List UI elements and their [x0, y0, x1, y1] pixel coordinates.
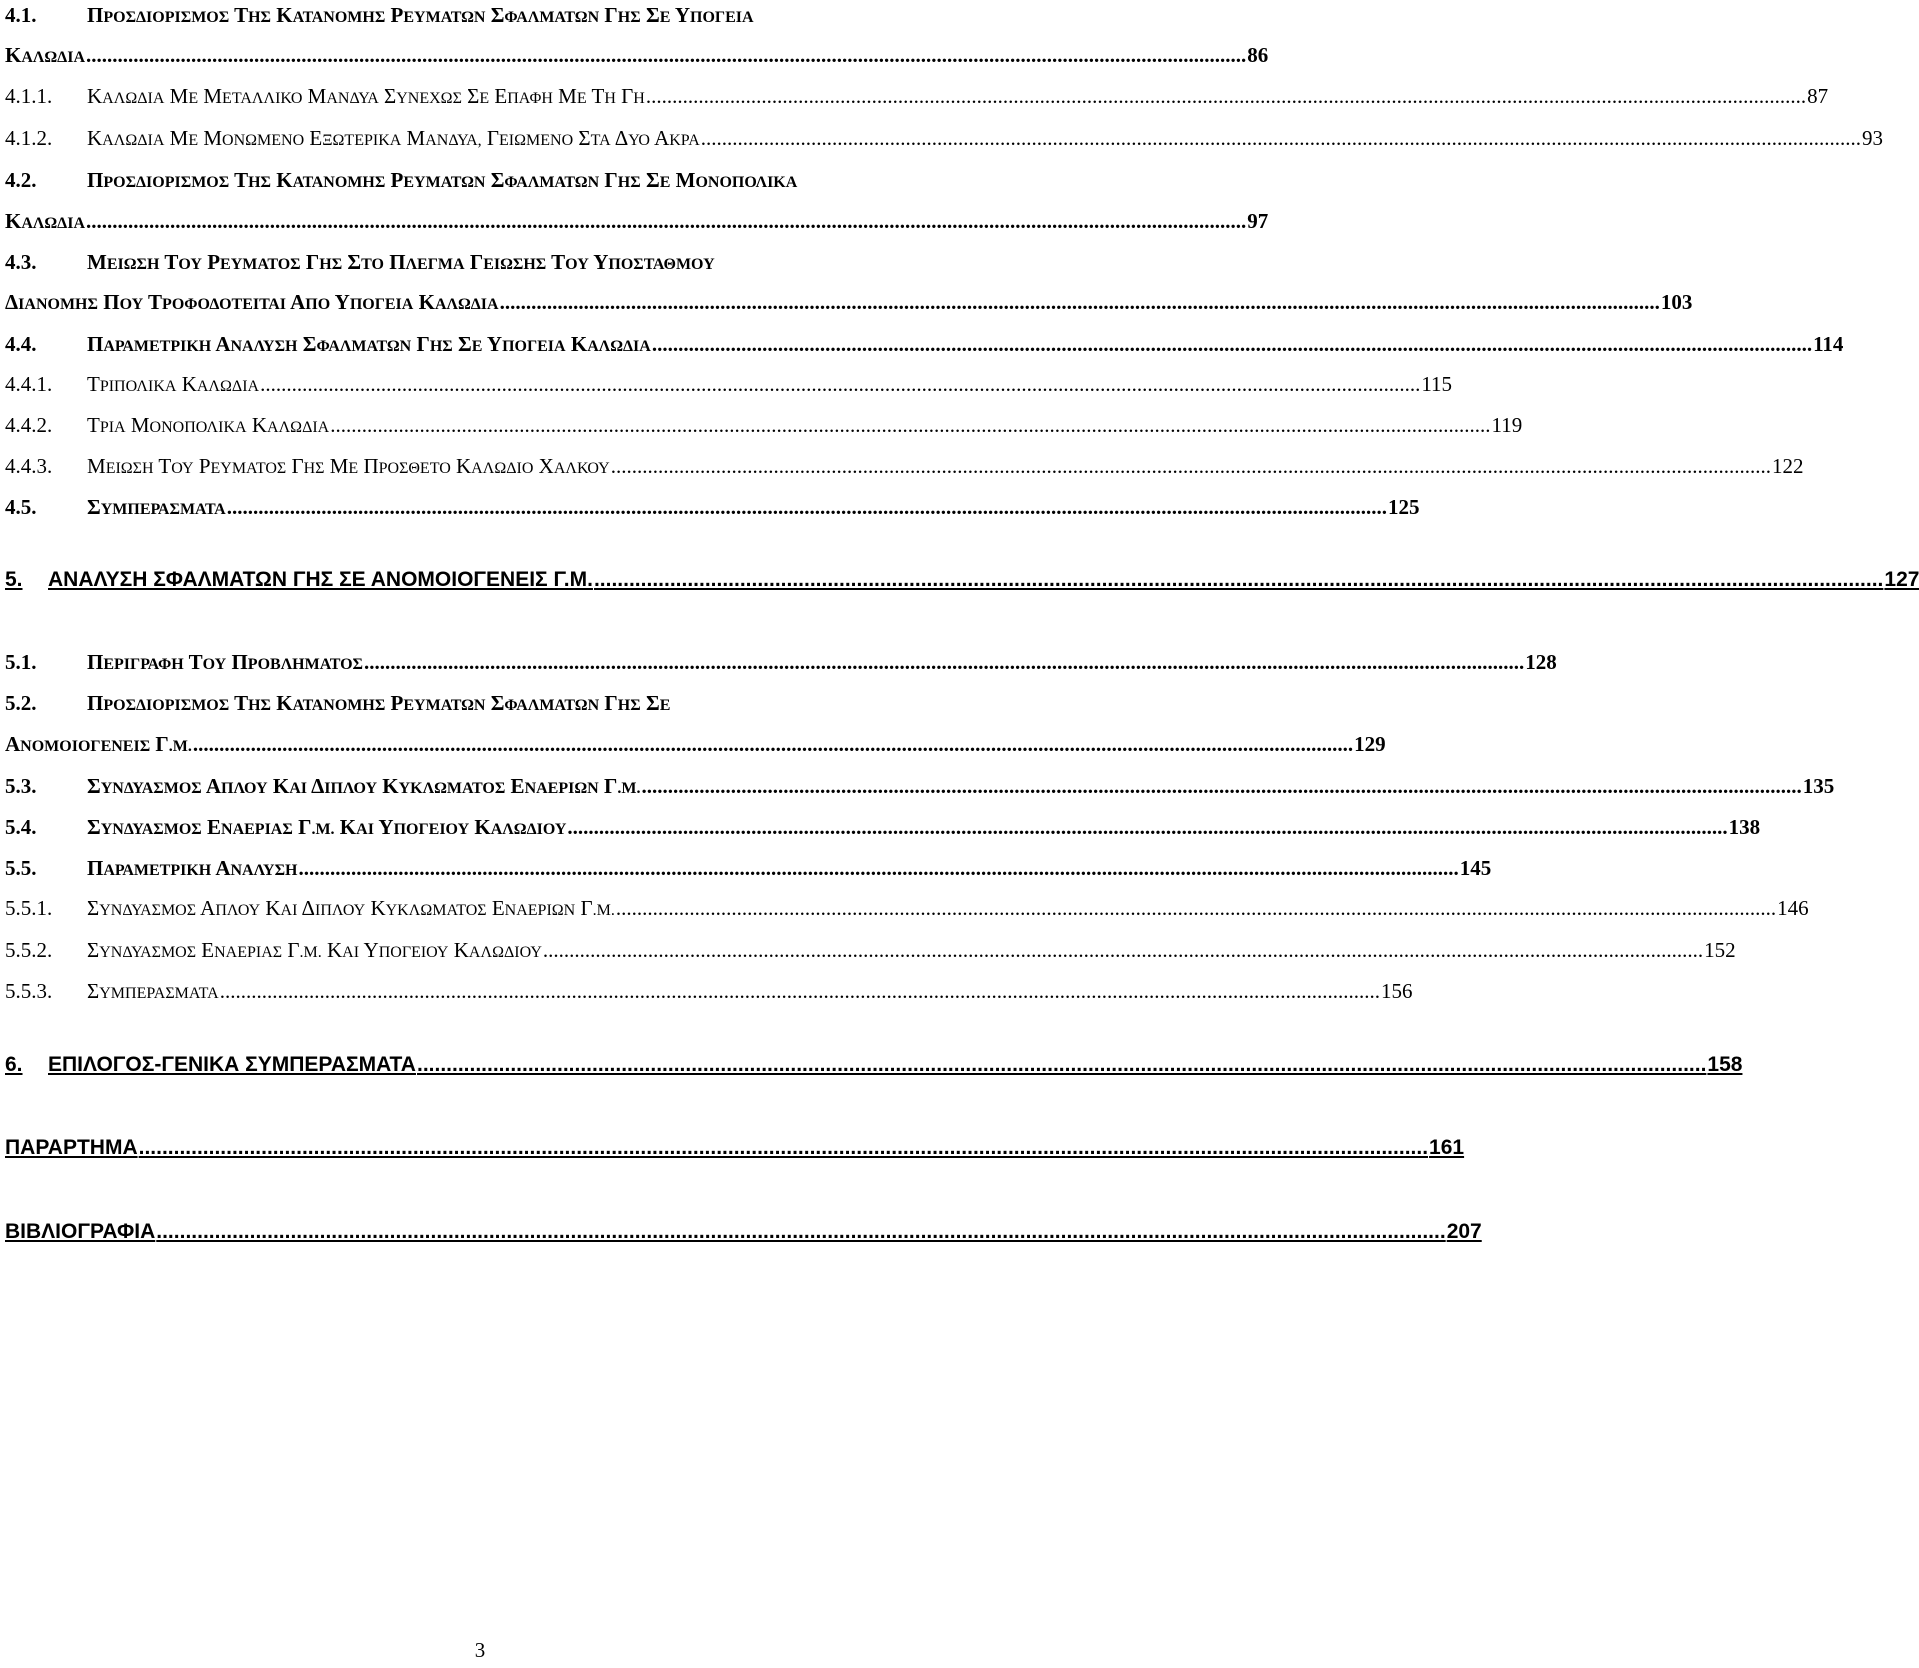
toc-title: ΜΕΙΩΣΗ ΤΟΥ ΡΕΥΜΑΤΟΣ ΓΗΣ ΜΕ ΠΡΟΣΘΕΤΟ ΚΑΛΩΔΙΟ ΧΑΛΚΟΥ [87, 454, 610, 478]
toc-page-number: 114 [1813, 332, 1844, 356]
toc-leader-dots: ............................................................................................................................................................................................................................. [593, 568, 1884, 591]
toc-leader-dots: ............................................................................................................................................................................................................................. [86, 43, 1247, 67]
toc-page-number: 97 [1247, 209, 1269, 233]
page-number-footer: 3 [474, 1638, 486, 1662]
toc-title: ΠΑΡΑΡΤΗΜΑ [5, 1136, 138, 1159]
toc-entry-4-3[interactable] [5, 252, 928, 273]
toc-number: 4.2. [5, 168, 37, 192]
toc-entry-5-5-2[interactable] [5, 938, 1736, 962]
toc-page-number: 87 [1807, 84, 1829, 108]
toc-title: ΣΥΝΔΥΑΣΜΟΣ ΑΠΛΟΥ ΚΑΙ ΔΙΠΛΟΥ ΚΥΚΛΩΜΑΤΟΣ ΕΝΑΕΡΙΩΝ Γ.Μ. [87, 774, 641, 798]
toc-chapter-6[interactable] [5, 1053, 1743, 1076]
toc-number: 5.5.3. [5, 979, 53, 1003]
toc-page-number: 145 [1459, 856, 1492, 880]
toc-page-number: 207 [1446, 1220, 1482, 1243]
toc-leader-dots: ............................................................................................................................................................................................................................. [700, 126, 1862, 150]
toc-leader-dots: ............................................................................................................................................................................................................................. [567, 815, 1728, 839]
toc-title: ΠΑΡΑΜΕΤΡΙΚΗ ΑΝΑΛΥΣΗ [87, 856, 298, 880]
toc-page-number: 93 [1862, 126, 1884, 150]
toc-number: 5.5.2. [5, 938, 53, 962]
toc-title: ΣΥΝΔΥΑΣΜΟΣ ΑΠΛΟΥ ΚΑΙ ΔΙΠΛΟΥ ΚΥΚΛΩΜΑΤΟΣ ΕΝΑΕΡΙΩΝ Γ.Μ. [87, 896, 615, 920]
toc-entry-4-2[interactable] [5, 170, 928, 191]
toc-page-number: 138 [1728, 815, 1761, 839]
toc-entry-5-5-1[interactable] [5, 896, 1809, 920]
toc-entry-4-3-cont[interactable] [5, 290, 1693, 314]
toc-title: ΕΠΙΛΟΓΟΣ-ΓΕΝΙΚΑ ΣΥΜΠΕΡΑΣΜΑΤΑ [48, 1053, 416, 1076]
toc-entry-5-2-cont[interactable] [5, 732, 1386, 756]
toc-leader-dots: ............................................................................................................................................................................................................................. [416, 1053, 1707, 1076]
toc-number: 4.4.3. [5, 454, 53, 478]
toc-title: ΠΑΡΑΜΕΤΡΙΚΗ ΑΝΑΛΥΣΗ ΣΦΑΛΜΑΤΩΝ ΓΗΣ ΣΕ ΥΠΟΓΕΙΑ ΚΑΛΩΔΙΑ [87, 332, 651, 356]
toc-number: 4.1.1. [5, 84, 53, 108]
toc-number: 4.3. [5, 250, 37, 274]
toc-number: 5.1. [5, 650, 37, 674]
toc-leader-dots: ............................................................................................................................................................................................................................. [651, 332, 1813, 356]
toc-page-number: 119 [1491, 413, 1523, 437]
toc-page-number: 103 [1660, 290, 1693, 314]
toc-entry-5-5-3[interactable] [5, 979, 1413, 1003]
toc-title: ΣΥΝΔΥΑΣΜΟΣ ΕΝΑΕΡΙΑΣ Γ.Μ. ΚΑΙ ΥΠΟΓΕΙΟΥ ΚΑΛΩΔΙΟΥ [87, 938, 542, 962]
toc-number: 5. [5, 568, 23, 591]
toc-page-number: 156 [1380, 979, 1413, 1003]
toc-title-cont: ΑΝΟΜΟΙΟΓΕΝΕΙΣ Γ.Μ. [5, 732, 192, 756]
toc-entry-5-2[interactable] [5, 693, 928, 714]
toc-title-cont: ΚΑΛΩΔΙΑ [5, 209, 85, 233]
toc-entry-4-1-cont[interactable] [5, 43, 1269, 67]
toc-entry-4-1-1[interactable] [5, 84, 1829, 108]
toc-number: 5.2. [5, 691, 37, 715]
toc-title: ΣΥΜΠΕΡΑΣΜΑΤΑ [87, 979, 219, 1003]
toc-number: 4.4. [5, 332, 37, 356]
toc-entry-4-4[interactable] [5, 332, 1844, 356]
toc-entry-5-1[interactable] [5, 650, 1557, 674]
toc-title: ΤΡΙΑ ΜΟΝΟΠΟΛΙΚΑ ΚΑΛΩΔΙΑ [87, 413, 330, 437]
toc-page-number: 86 [1247, 43, 1269, 67]
toc-leader-dots: ............................................................................................................................................................................................................................. [645, 84, 1807, 108]
toc-page-number: 161 [1429, 1136, 1465, 1159]
toc-leader-dots: ............................................................................................................................................................................................................................. [86, 209, 1247, 233]
toc-leader-dots: ............................................................................................................................................................................................................................. [260, 372, 1421, 396]
toc-title-cont: ΔΙΑΝΟΜΗΣ ΠΟΥ ΤΡΟΦΟΔΟΤΕΙΤΑΙ ΑΠΟ ΥΠΟΓΕΙΑ ΚΑΛΩΔΙΑ [5, 290, 499, 314]
toc-leader-dots: ............................................................................................................................................................................................................................. [330, 413, 1491, 437]
toc-number: 4.5. [5, 495, 37, 519]
toc-page-number: 115 [1421, 372, 1453, 396]
toc-leader-dots: ............................................................................................................................................................................................................................. [610, 454, 1771, 478]
toc-number: 5.5. [5, 856, 37, 880]
toc-entry-4-2-cont[interactable] [5, 209, 1269, 233]
toc-title: ΠΡΟΣΔΙΟΡΙΣΜΟΣ ΤΗΣ ΚΑΤΑΝΟΜΗΣ ΡΕΥΜΑΤΩΝ ΣΦΑΛΜΑΤΩΝ ΓΗΣ ΣΕ ΜΟΝΟΠΟΛΙΚΑ [87, 168, 798, 192]
toc-leader-dots: ............................................................................................................................................................................................................................. [192, 732, 1354, 756]
toc-number: 5.5.1. [5, 896, 53, 920]
toc-title: ΒΙΒΛΙΟΓΡΑΦΙΑ [5, 1220, 156, 1243]
toc-page-number: 125 [1387, 495, 1420, 519]
toc-page-number: 127 [1884, 568, 1919, 591]
toc-leader-dots: ............................................................................................................................................................................................................................. [226, 495, 1387, 519]
toc-title: ΠΡΟΣΔΙΟΡΙΣΜΟΣ ΤΗΣ ΚΑΤΑΝΟΜΗΣ ΡΕΥΜΑΤΩΝ ΣΦΑΛΜΑΤΩΝ ΓΗΣ ΣΕ ΥΠΟΓΕΙΑ [87, 3, 754, 27]
toc-entry-4-1-2[interactable] [5, 126, 1884, 150]
toc-entry-4-1[interactable] [5, 5, 928, 26]
toc-leader-dots: ............................................................................................................................................................................................................................. [219, 979, 1380, 1003]
toc-number: 4.1. [5, 3, 37, 27]
toc-title: ΑΝΑΛΥΣΗ ΣΦΑΛΜΑΤΩΝ ΓΗΣ ΣΕ ΑΝΟΜΟΙΟΓΕΝΕΙΣ Γ.Μ. [48, 568, 593, 591]
toc-title: ΜΕΙΩΣΗ ΤΟΥ ΡΕΥΜΑΤΟΣ ΓΗΣ ΣΤΟ ΠΛΕΓΜΑ ΓΕΙΩΣΗΣ ΤΟΥ ΥΠΟΣΤΑΘΜΟΥ [87, 250, 715, 274]
toc-title: ΤΡΙΠΟΛΙΚΑ ΚΑΛΩΔΙΑ [87, 372, 260, 396]
toc-number: 4.4.1. [5, 372, 53, 396]
toc-page-number: 129 [1354, 732, 1386, 756]
toc-title: ΚΑΛΩΔΙΑ ΜΕ ΜΟΝΩΜΕΝΟ ΕΞΩΤΕΡΙΚΑ ΜΑΝΔΥΑ, ΓΕΙΩΜΕΝΟ ΣΤΑ ΔΥΟ ΑΚΡΑ [87, 126, 700, 150]
toc-number: 6. [5, 1053, 23, 1076]
toc-entry-5-5[interactable] [5, 856, 1492, 880]
toc-entry-4-4-1[interactable] [5, 372, 1453, 396]
toc-page-number: 152 [1704, 938, 1736, 962]
toc-number: 5.3. [5, 774, 37, 798]
toc-leader-dots: ............................................................................................................................................................................................................................. [615, 896, 1777, 920]
toc-number: 4.1.2. [5, 126, 53, 150]
toc-title: ΣΥΝΔΥΑΣΜΟΣ ΕΝΑΕΡΙΑΣ Γ.Μ. ΚΑΙ ΥΠΟΓΕΙΟΥ ΚΑΛΩΔΙΟΥ [87, 815, 567, 839]
toc-title: ΣΥΜΠΕΡΑΣΜΑΤΑ [87, 495, 226, 519]
toc-leader-dots: ............................................................................................................................................................................................................................. [298, 856, 1459, 880]
toc-leader-dots: ............................................................................................................................................................................................................................. [156, 1220, 1446, 1243]
toc-leader-dots: ............................................................................................................................................................................................................................. [542, 938, 1704, 962]
toc-entry-5-4[interactable] [5, 815, 1761, 839]
toc-entry-5-3[interactable] [5, 774, 1835, 798]
toc-bibliography[interactable] [5, 1220, 1482, 1243]
toc-appendix[interactable] [5, 1136, 1465, 1159]
toc-page-number: 135 [1802, 774, 1835, 798]
toc-number: 4.4.2. [5, 413, 53, 437]
toc-chapter-5[interactable] [5, 568, 1919, 591]
toc-entry-4-5[interactable] [5, 495, 1420, 519]
toc-leader-dots: ............................................................................................................................................................................................................................. [364, 650, 1525, 674]
toc-page-number: 158 [1707, 1053, 1743, 1076]
toc-leader-dots: ............................................................................................................................................................................................................................. [138, 1136, 1429, 1159]
toc-title: ΚΑΛΩΔΙΑ ΜΕ ΜΕΤΑΛΛΙΚΟ ΜΑΝΔΥΑ ΣΥΝΕΧΩΣ ΣΕ ΕΠΑΦΗ ΜΕ ΤΗ ΓΗ [87, 84, 645, 108]
toc-number: 5.4. [5, 815, 37, 839]
toc-title: ΠΕΡΙΓΡΑΦΗ ΤΟΥ ΠΡΟΒΛΗΜΑΤΟΣ [87, 650, 363, 674]
toc-page-number: 122 [1771, 454, 1804, 478]
toc-leader-dots: ............................................................................................................................................................................................................................. [499, 290, 1660, 314]
toc-entry-4-4-3[interactable] [5, 454, 1804, 478]
toc-title: ΠΡΟΣΔΙΟΡΙΣΜΟΣ ΤΗΣ ΚΑΤΑΝΟΜΗΣ ΡΕΥΜΑΤΩΝ ΣΦΑΛΜΑΤΩΝ ΓΗΣ ΣΕ [87, 691, 671, 715]
toc-entry-4-4-2[interactable] [5, 413, 1523, 437]
toc-page-number: 146 [1777, 896, 1809, 920]
toc-title-cont: ΚΑΛΩΔΙΑ [5, 43, 85, 67]
toc-leader-dots: ............................................................................................................................................................................................................................. [641, 774, 1802, 798]
toc-page-number: 128 [1525, 650, 1557, 674]
